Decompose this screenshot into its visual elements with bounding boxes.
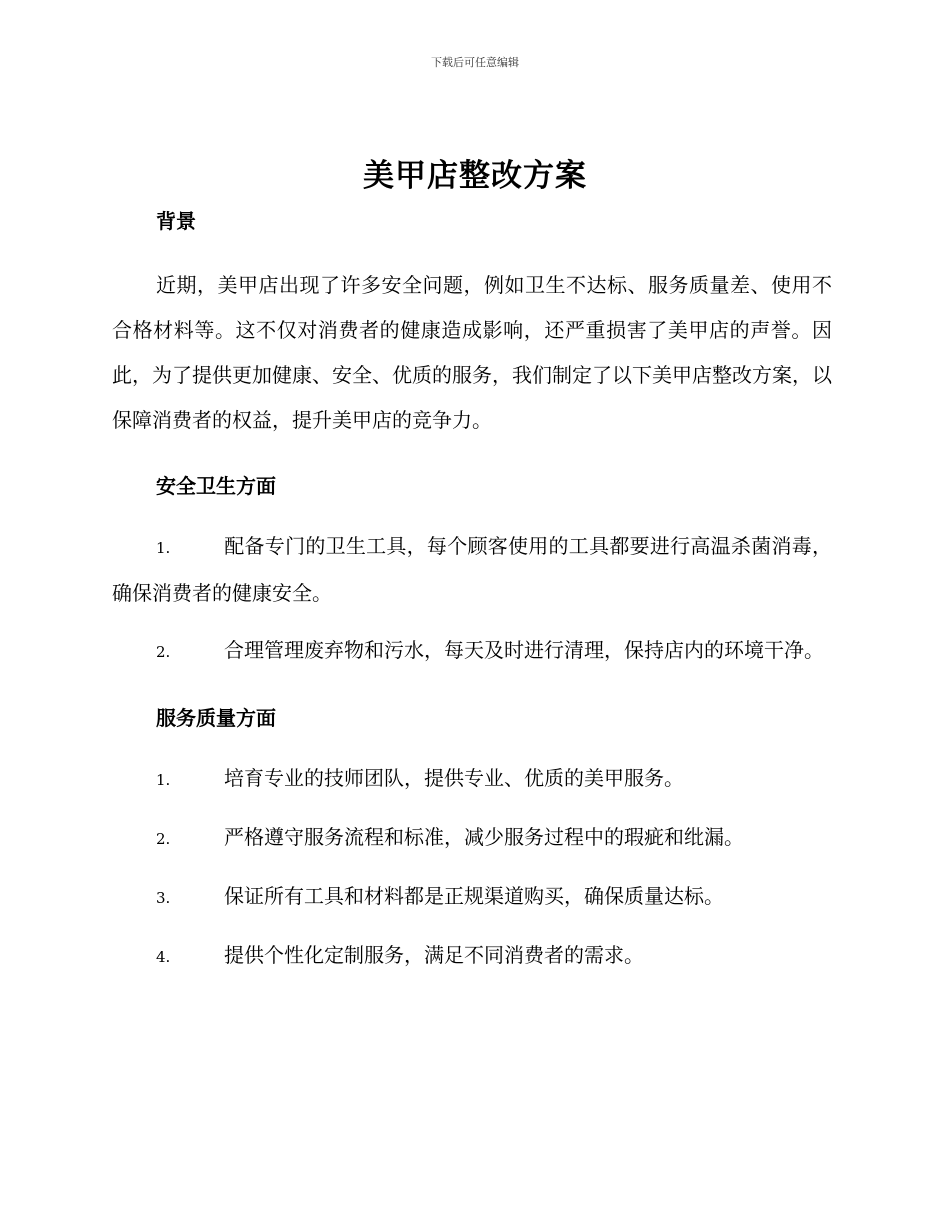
section-heading-service-quality: 服务质量方面 bbox=[156, 706, 276, 730]
safety-hygiene-list bbox=[112, 524, 832, 675]
header-note: 下载后可任意编辑 bbox=[431, 56, 519, 69]
list-item bbox=[112, 815, 832, 862]
list-item-text: 合理管理废弃物和污水，每天及时进行清理，保持店内的环境干净。 bbox=[224, 638, 824, 662]
list-item bbox=[112, 933, 832, 980]
section-heading-safety-hygiene: 安全卫生方面 bbox=[156, 474, 276, 498]
list-item-text: 配备专门的卫生工具，每个顾客使用的工具都要进行高温杀菌消毒，确保消费者的健康安全。 bbox=[112, 534, 832, 605]
list-item-number: 1. bbox=[156, 771, 171, 789]
list-item-number: 1. bbox=[156, 539, 171, 557]
list-item-text: 严格遵守服务流程和标准，减少服务过程中的瑕疵和纰漏。 bbox=[224, 825, 744, 849]
list-item-number: 2. bbox=[156, 830, 171, 848]
list-item-number: 4. bbox=[156, 948, 171, 966]
list-item bbox=[112, 628, 832, 675]
document-title: 美甲店整改方案 bbox=[363, 158, 587, 194]
document-body bbox=[112, 205, 832, 980]
list-item-text: 培育专业的技师团队，提供专业、优质的美甲服务。 bbox=[224, 766, 684, 790]
background-paragraph: 近期，美甲店出现了许多安全问题，例如卫生不达标、服务质量差、使用不合格材料等。这不仅对消费者的健康造成影响，还严重损害了美甲店的声誉。因此，为了提供更加健康、安全、优质的服务，我们制定了以下美甲店整改方案，以保障消费者的权益，提升美甲店的竞争力。 bbox=[112, 273, 832, 432]
list-item-text: 提供个性化定制服务，满足不同消费者的需求。 bbox=[224, 943, 644, 967]
service-quality-list bbox=[112, 756, 832, 980]
list-item-number: 2. bbox=[156, 643, 171, 661]
list-item-text: 保证所有工具和材料都是正规渠道购买，确保质量达标。 bbox=[224, 884, 724, 908]
list-item bbox=[112, 874, 832, 921]
list-item bbox=[112, 524, 832, 616]
section-heading-background: 背景 bbox=[156, 209, 196, 233]
list-item bbox=[112, 756, 832, 803]
list-item-number: 3. bbox=[156, 889, 171, 907]
